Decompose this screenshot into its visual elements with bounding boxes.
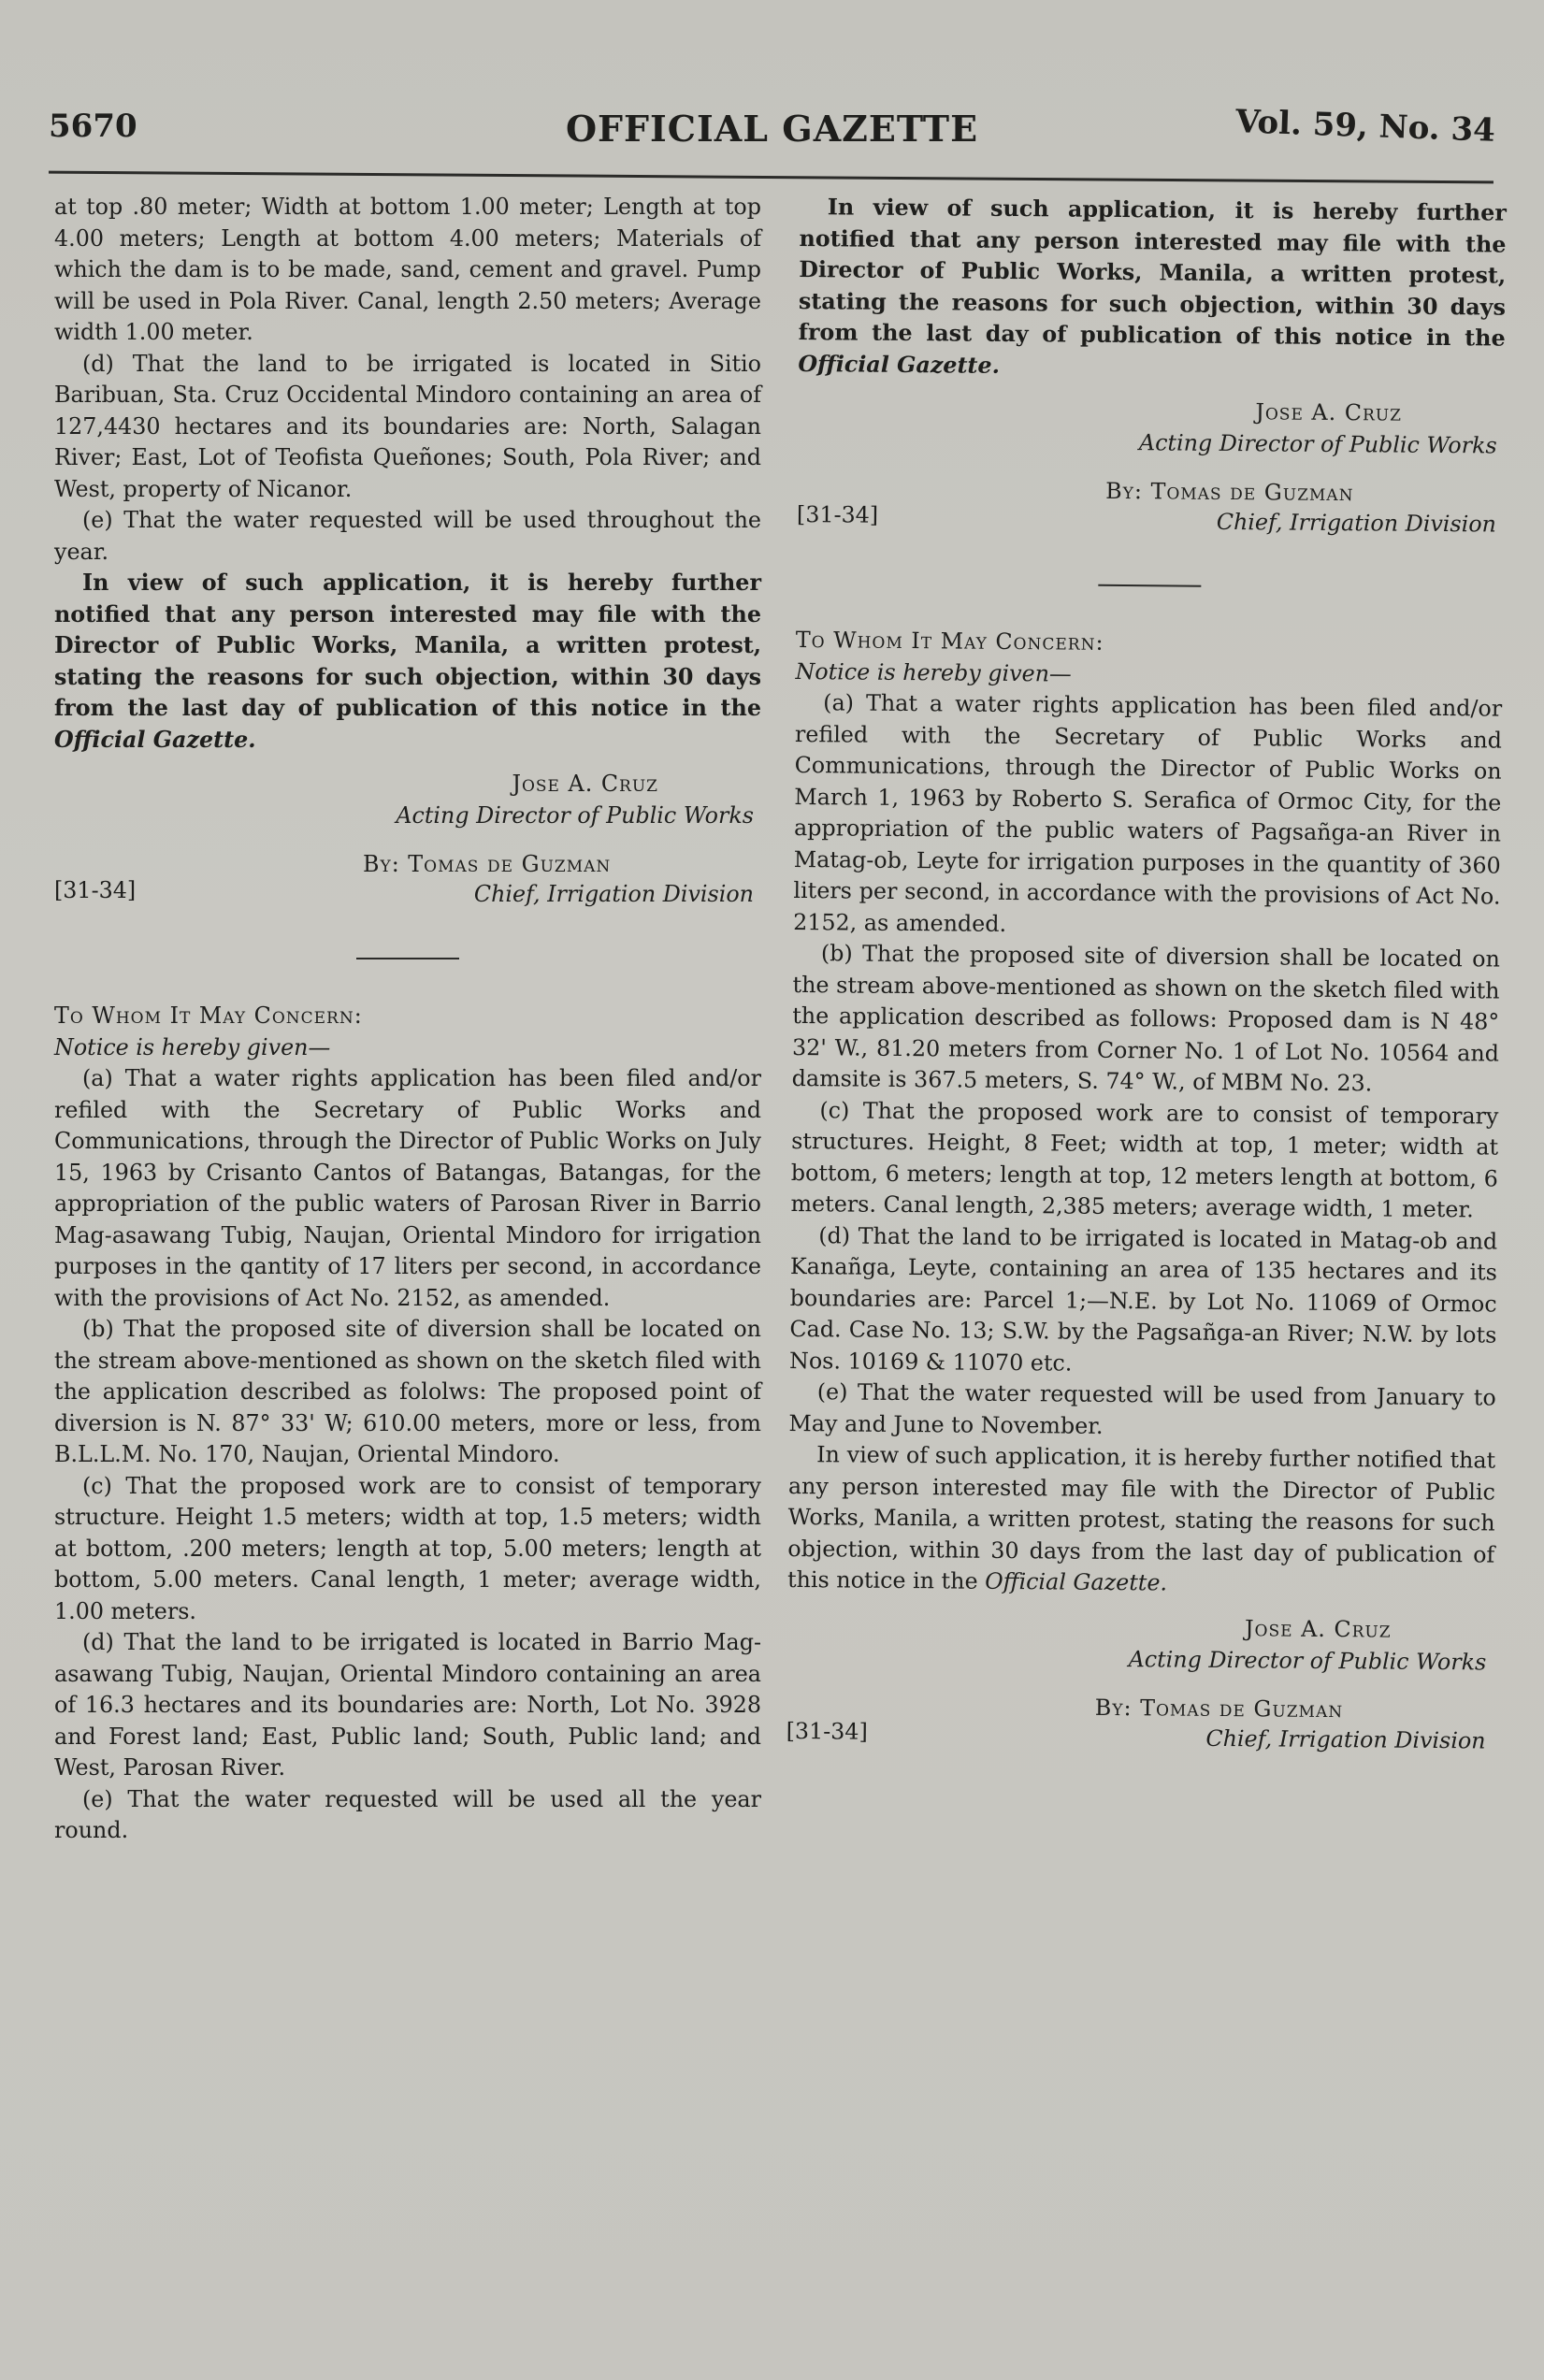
protest-text: In view of such application, it is hereby further notified that any person interested may file with the Director of Public Works, Manila, a written protest, stating the reasons for such objection, within 30 days from the last day of publication of this notice in the (54, 570, 761, 721)
protest-paragraph (798, 192, 1507, 386)
signatory-chief: Chief, Irrigation Division (473, 881, 754, 907)
signatory-title: Acting Director of Public Works (396, 802, 754, 829)
notice-paragraph: (a) That a water rights application has been filed and/or refiled with the Secretary of Public Works and Communications, through the Director of Public Works on March 1, 1963 by Roberto S. Serafica of Ormoc City, for the appropriation of the public waters of Pagsañga-an River in Matag-ob, Leyte for irrigation purposes in the quantity of 360 liters per second, in accordance with the provisions of Act No. 2152, as amended. (793, 689, 1503, 937)
volume-label: Vol. 59, No. 34 (1234, 103, 1496, 150)
notice-given-line: Notice is hereby given— (795, 657, 1072, 687)
to-whom-heading: To Whom It May Concern: (795, 626, 1104, 656)
notice-given-line: Notice is hereby given— (54, 1033, 331, 1060)
section-divider (356, 958, 459, 959)
issue-code: [31-34] (786, 1717, 868, 1745)
signatory-by: By: Tomas de Guzman (1105, 477, 1354, 507)
notice-paragraph: (d) That the land to be irrigated is located in Matag-ob and Kanañga, Leyte, containing an area of 135 hectares and its boundaries are: Parcel 1;—N.E. by Lot No. 11069 of Ormoc Cad. Case No. 13; S.W. by the Pagsañga-an River; N.W. by lots Nos. 10169 & 11070 etc. (788, 1221, 1498, 1377)
notice-paragraph: (d) That the land to be irrigated is located in Barrio Mag-asawang Tubig, Naujan, Oriental Mindoro containing an area of 16.3 hectares and its boundaries are: North, Lot No. 3928 and Forest land; East, Public land; South, Public land; and West, Parosan River. (54, 1629, 761, 1781)
left-column (54, 192, 761, 1847)
page-number: 5670 (49, 108, 137, 145)
notice-paragraph: at top .80 meter; Width at bottom 1.00 meter; Length at top 4.00 meters; Length at bottom 4.00 meters; Materials of which the dam is to be made, sand, cement and gravel. Pump will be used in Pola River. Canal, length 2.50 meters; Average width 1.00 meter. (54, 194, 761, 345)
issue-code: [31-34] (796, 500, 879, 528)
notice-paragraph: (a) That a water rights application has been filed and/or refiled with the Secretary of Public Works and Communications, through the Director of Public Works on July 15, 1963 by Crisanto Cantos of Batangas, Batangas, for the appropriation of the public waters of Parosan River in Barrio Mag-asawang Tubig, Naujan, Oriental Mindoro for irrigation purposes in the qantity of 17 liters per second, in accordance with the provisions of Act No. 2152, as amended. (54, 1065, 761, 1311)
notice-paragraph: (e) That the water requested will be used throughout the year. (54, 507, 761, 565)
notice-paragraph: (c) That the proposed work are to consist of temporary structure. Height 1.5 meters; width at top, 1.5 meters; width at bottom, .200 meters; length at top, 5.00 meters; length at bottom, 5.00 meters. Canal length, 1 meter; average width, 1.00 meters. (54, 1472, 761, 1624)
notice-paragraph: (e) That the water requested will be used all the year round. (54, 1785, 761, 1843)
notice-paragraph: (c) That the proposed work are to consist of temporary structures. Height, 8 Feet; width at top, 1 meter; width at bottom, 6 meters; length at top, 12 meters length at bottom, 6 meters. Canal length, 2,385 meters; average width, 1 meter. (790, 1096, 1499, 1223)
signatory-chief: Chief, Irrigation Division (1216, 508, 1497, 538)
notice-paragraph: (d) That the land to be irrigated is located in Sitio Baribuan, Sta. Cruz Occidental Mindoro containing an area of 127,4430 hectares and its boundaries are: North, Salagan River; East, Lot of Teofista Queñones; South, Pola River; and West, property of Nicanor. (54, 350, 761, 502)
signatory-name: Jose A. Cruz (512, 771, 658, 797)
signatory-by: By: Tomas de Guzman (363, 851, 612, 877)
signatory-name: Jose A. Cruz (1255, 398, 1403, 426)
protest-paragraph (54, 568, 761, 756)
gazette-name: Official Gazette. (985, 1567, 1168, 1596)
signatory-title: Acting Director of Public Works (1138, 429, 1497, 459)
protest-text: In view of such application, it is hereby further notified that any person interested may file with the Director of Public Works, Manila, a written protest, stating the reasons for such objection, within 30 days from the last day of publication of this notice in the (786, 1441, 1496, 1594)
signature-block (786, 1595, 1494, 1789)
signatory-name: Jose A. Cruz (1244, 1614, 1392, 1643)
header-rule (49, 171, 1493, 184)
right-column (786, 192, 1507, 1789)
notice-paragraph: (b) That the proposed site of diversion shall be located on the stream above-mentioned as shown on the sketch filed with the application described as fololws: The proposed point of diversion is N. 87° 33' W; 610.00 meters, more or less, from B.L.L.M. No. 170, Naujan, Oriental Mindoro. (54, 1316, 761, 1467)
to-whom-heading: To Whom It May Concern: (54, 1002, 363, 1029)
protest-text: In view of such application, it is hereby further notified that any person interested may file with the Director of Public Works, Manila, a written protest, stating the reasons for such objection, within 30 days from the last day of publication of this notice in the (798, 194, 1507, 352)
signatory-by: By: Tomas de Guzman (1094, 1694, 1344, 1723)
signatory-title: Acting Director of Public Works (1128, 1645, 1487, 1675)
notice-paragraph: (b) That the proposed site of diversion shall be located on the stream above-mentioned as shown on the sketch filed with the application described as follows: Proposed dam is N 48° 32' W., 81.20 meters from Corner No. 1 of Lot No. 10564 and damsite is 367.5 meters, S. 74° W., of MBM No. 23. (791, 940, 1500, 1097)
signature-block (797, 380, 1506, 573)
issue-code: [31-34] (54, 877, 137, 903)
gazette-name: Official Gazette. (798, 350, 1001, 379)
signatory-chief: Chief, Irrigation Division (1205, 1724, 1486, 1753)
protest-paragraph (787, 1439, 1495, 1602)
signature-block (54, 756, 761, 943)
page-title: OFFICIAL GAZETTE (565, 108, 979, 150)
gazette-name: Official Gazette. (54, 726, 256, 753)
section-divider (1098, 584, 1201, 587)
notice-paragraph: (e) That the water requested will be used from January to May and June to November. (788, 1378, 1496, 1439)
